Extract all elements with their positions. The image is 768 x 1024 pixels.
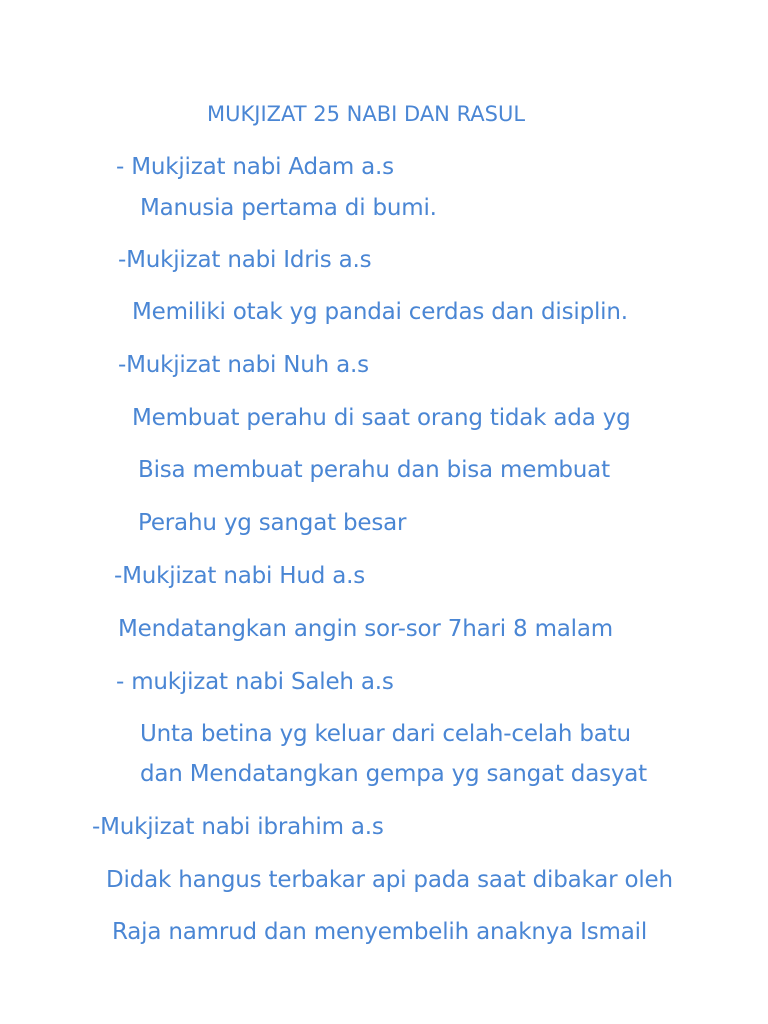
text-hud: Mendatangkan angin sor-sor 7hari 8 malam [118,616,613,642]
text-saleh-1: Unta betina yg keluar dari celah-celah batu [140,721,631,747]
document-title: MUKJIZAT 25 NABI DAN RASUL [207,102,526,126]
text-nuh-2: Bisa membuat perahu dan bisa membuat [138,457,610,483]
text-nuh-3: Perahu yg sangat besar [138,510,407,536]
text-adam: Manusia pertama di bumi. [140,195,437,221]
text-saleh-2: dan Mendatangkan gempa yg sangat dasyat [140,761,647,787]
text-ibrahim-2: Raja namrud dan menyembelih anaknya Ismail [112,919,648,945]
heading-hud: -Mukjizat nabi Hud a.s [114,563,366,589]
text-idris: Memiliki otak yg pandai cerdas dan disiplin. [132,299,628,325]
heading-ibrahim: -Mukjizat nabi ibrahim a.s [92,814,384,840]
heading-adam: - Mukjizat nabi Adam a.s [116,154,394,180]
heading-nuh: -Mukjizat nabi Nuh a.s [118,352,369,378]
heading-saleh: - mukjizat nabi Saleh a.s [116,669,394,695]
heading-idris: -Mukjizat nabi Idris a.s [118,247,372,273]
text-ibrahim-1: Didak hangus terbakar api pada saat dibakar oleh [106,867,673,893]
text-nuh-1: Membuat perahu di saat orang tidak ada yg [132,405,631,431]
